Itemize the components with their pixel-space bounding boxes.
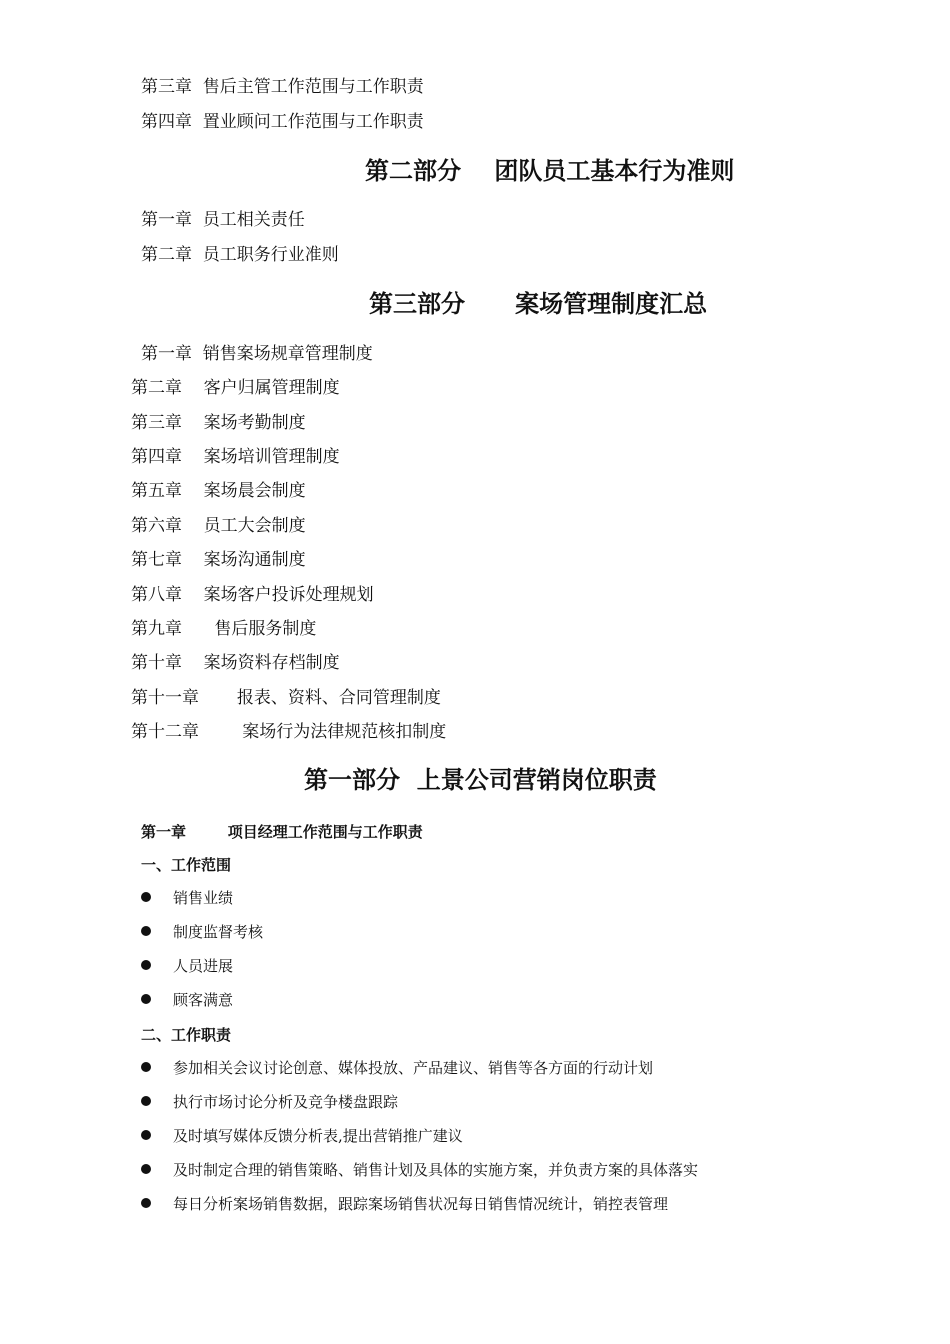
toc-item: 第十章 案场资料存档制度 [131, 653, 340, 673]
toc-item: 第九章 售后服务制度 [131, 619, 317, 639]
bullet-icon [141, 1130, 151, 1140]
toc-item: 第三章 售后主管工作范围与工作职责 [141, 77, 424, 97]
toc-item: 第二章 员工职务行业准则 [141, 245, 339, 265]
bullet-icon [141, 892, 151, 902]
list-item: 执行市场讨论分析及竞争楼盘跟踪 [141, 1092, 398, 1112]
part-title: 第二部分 团队员工基本行为准则 [365, 156, 735, 185]
bullet-icon [141, 994, 151, 1004]
bullet-icon [141, 926, 151, 936]
toc-item: 第十一章 报表、资料、合同管理制度 [131, 688, 441, 708]
toc-item: 第二章 客户归属管理制度 [131, 378, 340, 398]
bullet-icon [141, 960, 151, 970]
list-item: 人员进展 [141, 956, 233, 976]
list-item: 每日分析案场销售数据，跟踪案场销售状况每日销售情况统计，销控表管理 [141, 1194, 668, 1214]
toc-item: 第四章 置业顾问工作范围与工作职责 [141, 112, 424, 132]
part-title: 第一部分 上景公司营销岗位职责 [304, 765, 657, 794]
toc-item: 第十二章 案场行为法律规范核扣制度 [131, 722, 447, 742]
part-title: 第三部分 案场管理制度汇总 [369, 289, 708, 318]
list-item: 及时制定合理的销售策略、销售计划及具体的实施方案，并负责方案的具体落实 [141, 1160, 698, 1180]
list-item: 销售业绩 [141, 888, 233, 908]
bullet-icon [141, 1096, 151, 1106]
toc-item: 第一章 员工相关责任 [141, 210, 305, 230]
chapter-heading: 第一章 项目经理工作范围与工作职责 [141, 823, 423, 841]
toc-item: 第七章 案场沟通制度 [131, 550, 306, 570]
bullet-icon [141, 1164, 151, 1174]
section-heading: 一、工作范围 [141, 856, 232, 874]
toc-item: 第四章 案场培训管理制度 [131, 447, 340, 467]
section-heading: 二、工作职责 [141, 1026, 232, 1044]
list-item: 顾客满意 [141, 990, 233, 1010]
bullet-icon [141, 1198, 151, 1208]
list-item: 及时填写媒体反馈分析表,提出营销推广建议 [141, 1126, 463, 1146]
toc-item: 第六章 员工大会制度 [131, 516, 306, 536]
toc-item: 第五章 案场晨会制度 [131, 481, 306, 501]
list-item: 制度监督考核 [141, 922, 263, 942]
bullet-icon [141, 1062, 151, 1072]
list-item: 参加相关会议讨论创意、媒体投放、产品建议、销售等各方面的行动计划 [141, 1058, 653, 1078]
toc-item: 第三章 案场考勤制度 [131, 413, 306, 433]
toc-item: 第八章 案场客户投诉处理规划 [131, 585, 374, 605]
toc-item: 第一章 销售案场规章管理制度 [141, 344, 373, 364]
